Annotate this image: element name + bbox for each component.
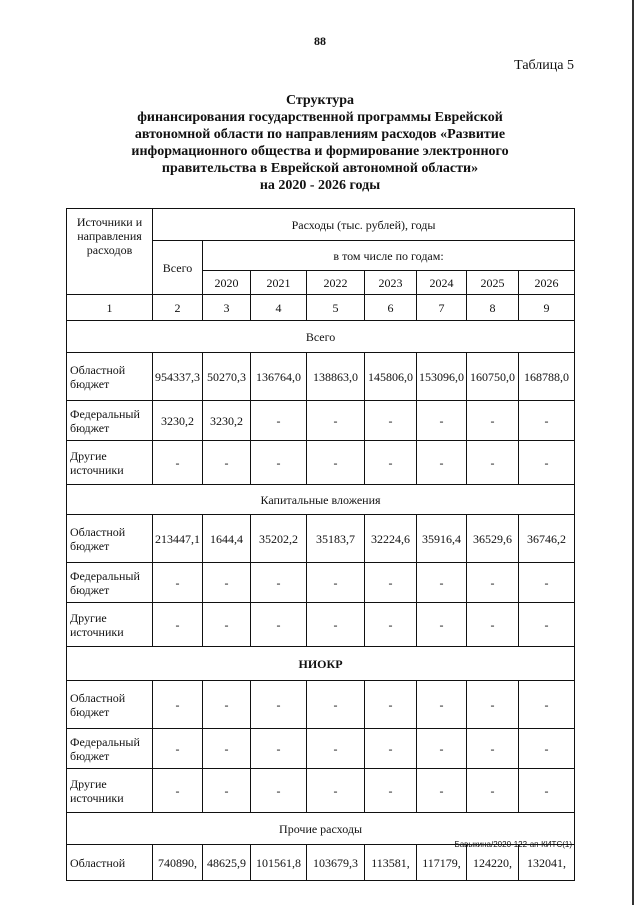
table-row bbox=[67, 441, 575, 485]
year-header: 2021 bbox=[251, 271, 307, 295]
row-label: Федеральный бюджет bbox=[67, 401, 153, 441]
row-label: Другие источники bbox=[67, 441, 153, 485]
value-cell: - bbox=[365, 681, 417, 729]
value-cell: - bbox=[417, 769, 467, 813]
value-cell: - bbox=[307, 441, 365, 485]
row-label: Федеральный бюджет bbox=[67, 729, 153, 769]
section-row bbox=[67, 321, 575, 353]
section-title: НИОКР bbox=[67, 647, 575, 681]
value-cell: 32224,6 bbox=[365, 515, 417, 563]
year-header: 2025 bbox=[467, 271, 519, 295]
document-code: Бавыкина/2020-122-ап-КИТС(1) bbox=[454, 840, 572, 849]
value-cell: - bbox=[417, 729, 467, 769]
value-cell: 50270,3 bbox=[203, 353, 251, 401]
value-cell: - bbox=[153, 603, 203, 647]
column-number: 1 bbox=[67, 295, 153, 321]
row-label: Федеральный бюджет bbox=[67, 563, 153, 603]
row-label: Областной бюджет bbox=[67, 681, 153, 729]
value-cell: - bbox=[251, 603, 307, 647]
value-cell: - bbox=[203, 769, 251, 813]
value-cell: 48625,9 bbox=[203, 845, 251, 881]
value-cell: 740890, bbox=[153, 845, 203, 881]
table-row bbox=[67, 563, 575, 603]
section-row bbox=[67, 485, 575, 515]
value-cell: - bbox=[467, 729, 519, 769]
section-title: Капитальные вложения bbox=[67, 485, 575, 515]
value-cell: 35916,4 bbox=[417, 515, 467, 563]
value-cell: 136764,0 bbox=[251, 353, 307, 401]
column-number: 6 bbox=[365, 295, 417, 321]
value-cell: 145806,0 bbox=[365, 353, 417, 401]
value-cell: - bbox=[153, 681, 203, 729]
value-cell: - bbox=[365, 603, 417, 647]
column-number: 4 bbox=[251, 295, 307, 321]
title-line: финансирования государственной программы Еврейской bbox=[137, 110, 503, 125]
column-number: 9 bbox=[519, 295, 575, 321]
value-cell: - bbox=[365, 441, 417, 485]
by-years-header: в том числе по годам: bbox=[203, 241, 575, 271]
value-cell: 36746,2 bbox=[519, 515, 575, 563]
value-cell: 35183,7 bbox=[307, 515, 365, 563]
table-row bbox=[67, 845, 575, 881]
value-cell: - bbox=[365, 401, 417, 441]
value-cell: 113581, bbox=[365, 845, 417, 881]
title-line: информационного общества и формирование электронного bbox=[131, 144, 509, 159]
value-cell: 3230,2 bbox=[153, 401, 203, 441]
value-cell: - bbox=[307, 401, 365, 441]
page-number: 88 bbox=[314, 34, 326, 48]
table-row bbox=[67, 681, 575, 729]
year-header: 2023 bbox=[365, 271, 417, 295]
value-cell: 3230,2 bbox=[203, 401, 251, 441]
value-cell: - bbox=[203, 681, 251, 729]
row-label: Другие источники bbox=[67, 769, 153, 813]
value-cell: - bbox=[203, 603, 251, 647]
value-cell: 153096,0 bbox=[417, 353, 467, 401]
row-label: Областной bbox=[67, 845, 153, 881]
value-cell: - bbox=[251, 563, 307, 603]
value-cell: - bbox=[519, 603, 575, 647]
value-cell: 35202,2 bbox=[251, 515, 307, 563]
value-cell: 124220, bbox=[467, 845, 519, 881]
value-cell: - bbox=[307, 729, 365, 769]
value-cell: - bbox=[365, 769, 417, 813]
row-label: Областной бюджет bbox=[67, 353, 153, 401]
value-cell: 117179, bbox=[417, 845, 467, 881]
value-cell: - bbox=[251, 401, 307, 441]
table-row bbox=[67, 769, 575, 813]
value-cell: - bbox=[417, 563, 467, 603]
value-cell: 213447,1 bbox=[153, 515, 203, 563]
year-header: 2022 bbox=[307, 271, 365, 295]
value-cell: - bbox=[467, 401, 519, 441]
title-line: на 2020 - 2026 годы bbox=[259, 178, 381, 193]
value-cell: - bbox=[153, 769, 203, 813]
value-cell: 36529,6 bbox=[467, 515, 519, 563]
column-number: 3 bbox=[203, 295, 251, 321]
value-cell: - bbox=[467, 563, 519, 603]
table-label: Таблица 5 bbox=[514, 58, 574, 73]
value-cell: - bbox=[153, 729, 203, 769]
value-cell: - bbox=[519, 441, 575, 485]
page-edge-line bbox=[632, 0, 634, 905]
section-row bbox=[67, 647, 575, 681]
table-row bbox=[67, 401, 575, 441]
section-title: Всего bbox=[67, 321, 575, 353]
column-number: 5 bbox=[307, 295, 365, 321]
value-cell: 101561,8 bbox=[251, 845, 307, 881]
value-cell: - bbox=[417, 603, 467, 647]
value-cell: - bbox=[307, 681, 365, 729]
value-cell: 103679,3 bbox=[307, 845, 365, 881]
section-title: Прочие расходы bbox=[67, 813, 575, 845]
table-row bbox=[67, 603, 575, 647]
value-cell: - bbox=[365, 563, 417, 603]
value-cell: 160750,0 bbox=[467, 353, 519, 401]
column-number: 2 bbox=[153, 295, 203, 321]
document-title bbox=[90, 92, 550, 194]
value-cell: 1644,4 bbox=[203, 515, 251, 563]
value-cell: - bbox=[251, 681, 307, 729]
row-label: Областной бюджет bbox=[67, 515, 153, 563]
value-cell: - bbox=[251, 441, 307, 485]
value-cell: - bbox=[519, 729, 575, 769]
value-cell: - bbox=[203, 729, 251, 769]
value-cell: - bbox=[417, 441, 467, 485]
value-cell: - bbox=[307, 769, 365, 813]
value-cell: - bbox=[417, 681, 467, 729]
value-cell: - bbox=[365, 729, 417, 769]
value-cell: - bbox=[153, 563, 203, 603]
row-label: Другие источники bbox=[67, 603, 153, 647]
value-cell: - bbox=[307, 603, 365, 647]
value-cell: - bbox=[203, 441, 251, 485]
column-number: 7 bbox=[417, 295, 467, 321]
value-cell: - bbox=[519, 681, 575, 729]
value-cell: - bbox=[203, 563, 251, 603]
value-cell: 168788,0 bbox=[519, 353, 575, 401]
table-row bbox=[67, 515, 575, 563]
total-header: Всего bbox=[153, 241, 203, 295]
value-cell: - bbox=[519, 563, 575, 603]
value-cell: - bbox=[519, 401, 575, 441]
value-cell: - bbox=[467, 603, 519, 647]
value-cell: 132041, bbox=[519, 845, 575, 881]
value-cell: 954337,3 bbox=[153, 353, 203, 401]
title-line: правительства в Еврейской автономной области» bbox=[161, 161, 479, 176]
value-cell: - bbox=[467, 769, 519, 813]
value-cell: - bbox=[251, 729, 307, 769]
year-header: 2026 bbox=[519, 271, 575, 295]
expenses-header: Расходы (тыс. рублей), годы bbox=[153, 209, 575, 241]
table-row bbox=[67, 353, 575, 401]
column-number: 8 bbox=[467, 295, 519, 321]
table-row bbox=[67, 729, 575, 769]
year-header: 2024 bbox=[417, 271, 467, 295]
value-cell: - bbox=[467, 441, 519, 485]
value-cell: - bbox=[467, 681, 519, 729]
title-line: Структура bbox=[285, 93, 355, 108]
title-line: автономной области по направлениям расходов «Развитие bbox=[134, 127, 506, 142]
value-cell: 138863,0 bbox=[307, 353, 365, 401]
sources-header: Источники и направления расходов bbox=[67, 209, 153, 295]
financing-table bbox=[66, 208, 575, 881]
value-cell: - bbox=[153, 441, 203, 485]
value-cell: - bbox=[307, 563, 365, 603]
value-cell: - bbox=[251, 769, 307, 813]
year-header: 2020 bbox=[203, 271, 251, 295]
value-cell: - bbox=[519, 769, 575, 813]
value-cell: - bbox=[417, 401, 467, 441]
